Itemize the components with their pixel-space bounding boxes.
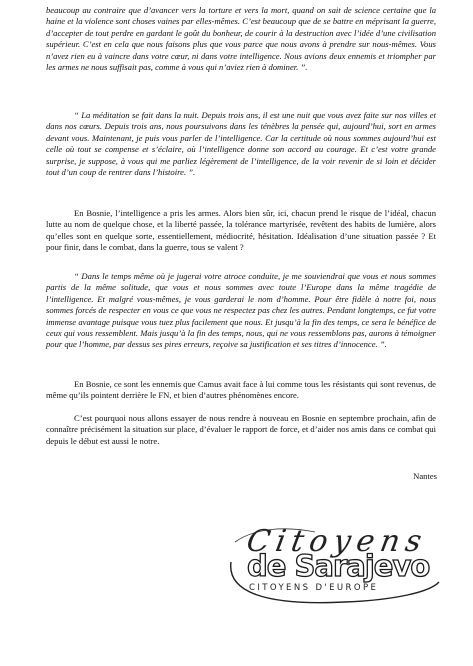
logo-main-text: de Sarajevo (247, 549, 430, 583)
closing-paragraph: C’est pourquoi nous allons essayer de nous rendre à nouveau en Bosnie en septembre prochain, afin de connaître précisément la situation sur place, d’évaluer le rapport de force, et d’aider nos amis dans ce combat qui depuis le début est aussi le notre. (46, 413, 436, 446)
citoyens-de-sarajevo-logo (225, 522, 443, 612)
quote-paragraph: “ Dans le temps même où je jugerai votre atroce conduite, je me souviendrai que vous et nous sommes partis de la même solitude, que vous et nous sommes avec toute l’Europe dans la même tragédie de l’intelligence. Et malgré vous-mêmes, je vous garderai le nom d’homme. Pour être fidèle à notre foi, nous sommes forcés de respecter en vous ce que vous ne respectez pas chez les autres. Pendant longtemps, ce fut votre immense avantage puisque vous tuez plus facilement que nous. Et jusqu’à la fin des temps, ce sera le bénéfice de ceux qui vous ressemblent. Mais jusqu’à la fin des temps, nous, qui ne vous ressemblons pas, aurons à témoigner pour que l’homme, par dessus ses pires erreurs, reçoive sa justification et ses titres d’innocence. ”. (46, 271, 436, 350)
logo-script-text: Citoyens (243, 524, 431, 559)
quote-paragraph: “ La méditation se fait dans la nuit. Depuis trois ans, il est une nuit que vous avez faite sur nos villes et dans nos cœurs. Depuis trois ans, nous poursuivons dans les ténèbres la pensée qui, aujourd’hui, sort en armes devant vous. Maintenant, je puis vous parler de l’intelligence. Car la certitude où nous sommes aujourd’hui est celle où tout se compense et s’éclaire, où l’intelligence donne son accord au courage. Et c’est votre grande surprise, je suppose, à vous qui me parliez légèrement de l’intelligence, de la voir revenir de si loin et décider tout d’un coup de rentrer dans l’histoire. ”. (46, 110, 436, 178)
body-paragraph: En Bosnie, ce sont les ennemis que Camus avait face à lui comme tous les résistants qui sont revenus, de même qu’ils pointent derrière le FN, et bien d’autres phénomènes encore. (46, 379, 436, 401)
signature-place: Nantes (413, 471, 437, 481)
logo-tagline: CITOYENS D'EUROPE (249, 583, 379, 593)
body-paragraph: En Bosnie, l’intelligence a pris les armes. Alors bien sûr, ici, chacun prend le risque de l’idéal, chacun lutte au nom de quelque chose, et la liberté passée, la tolérance martyrisée, revêtent des habits de lumière, alors qu’elles sont en quelque sorte, essentiellement, médiocrité, hésitation. Idéalisation d’une situation passée ? Et pour finir, dans le combat, dans la guerre, tous se valent ? (46, 208, 436, 253)
quote-paragraph-continued: beaucoup au contraire que d’avancer vers la torture et vers la mort, quand on sait de science certaine que la haine et la violence sont choses vaines par elles-mêmes. C’est beaucoup que de se battre en méprisant la guerre, d’accepter de tout perdre en gardant le goût du bonheur, de courir à la destruction avec l’idée d’une civilisation supérieur. C’est en cela que nous faisons plus que vous parce que nous avons à prendre sur nous-mêmes. Vous n’avez rien eu à vaincre dans votre cœur, ni dans votre intelligence. Nous avions deux ennemis et triompher par les armes ne nous suffisait pas, comme à vous qui n’aviez rien à dominer. ”. (46, 5, 436, 73)
